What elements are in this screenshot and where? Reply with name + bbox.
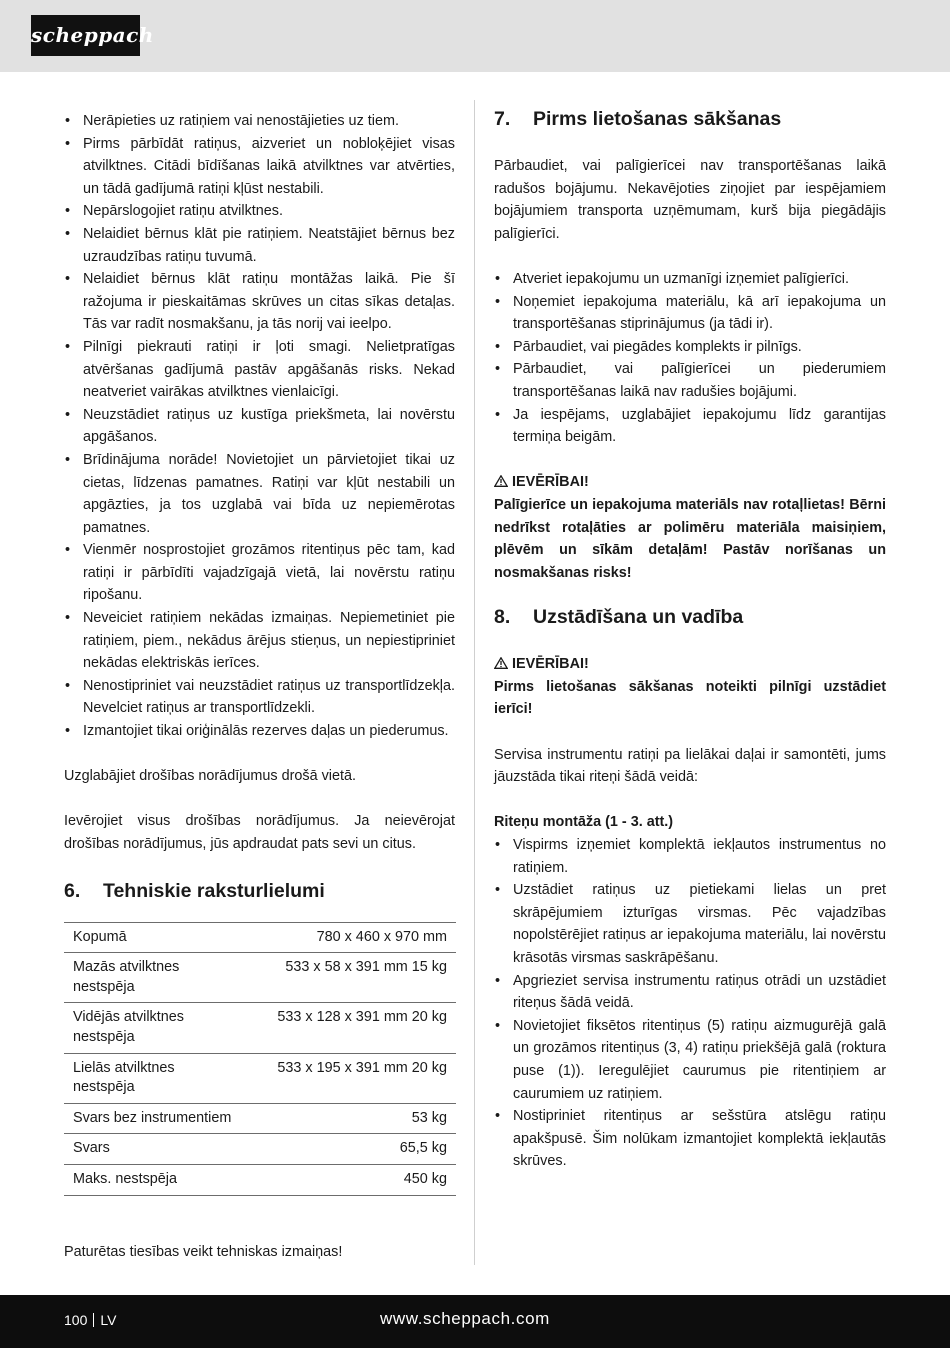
list-item: • Pirms pārbīdāt ratiņus, aizveriet un nobloķējiet visas atvilktnes. Citādi bīdīšanas laikā atvilktnes var atvērties, un tādā gadījumā ratiņi kļūst nestabili. (64, 133, 455, 201)
wheel-mounting-list (494, 834, 886, 1173)
spec-value: 53 kg (411, 1109, 447, 1126)
section-number: 7. (494, 108, 511, 130)
table-row (64, 1053, 456, 1103)
intro-text: Pārbaudiet, vai palīgierīcei nav transportēšanas laikā radušos bojājumu. Nekavējoties ziņojiet par iespējamiem bojājumiem transporta uzņēmumam, kurš bija piegādājis palīgierīci. (494, 158, 886, 242)
warning-block (494, 471, 886, 584)
section-number: 6. (64, 879, 81, 902)
table-row (64, 922, 456, 953)
table-row (64, 1134, 456, 1165)
list-item: • Vienmēr nosprostojiet grozāmos ritentiņus pēc tam, kad ratiņi ir pārbīdīti vajadzīgajā vietā, lai novērstu ratiņu ripošanu. (64, 539, 455, 607)
page-footer (0, 1295, 950, 1348)
table-row (64, 1003, 456, 1053)
list-item: • Ja iespējams, uzglabājiet iepakojumu līdz garantijas termiņa beigām. (494, 404, 886, 449)
section-title: Tehniskie raksturlielumi (103, 879, 325, 902)
warning-title: IEVĒRĪBAI! (494, 653, 886, 676)
safety-list (64, 110, 455, 743)
list-item: • Nostipriniet ritentiņus ar sešstūra atslēgu ratiņu apakšpusē. Šim nolūkam izmantojiet komplektā iekļautās skrūves. (494, 1105, 886, 1173)
list-item: • Neuzstādiet ratiņus uz kustīga priekšmeta, lai novērstu apgāšanos. (64, 404, 455, 449)
list-item: • Uzstādiet ratiņus uz pietiekami lielas un pret skrāpējumiem izturīgas virsmas. Pēc vajadzības nopolstērējiet ratiņus ar iepakojuma materiālu, lai novērstu krāsotās virsmas saskrāpēšanu. (494, 879, 886, 969)
spec-label: Lielās atvilktnes nestspēja (73, 1059, 175, 1096)
section-7-heading (494, 106, 886, 132)
list-item: • Neveiciet ratiņiem nekādas izmaiņas. Nepiemetiniet pie ratiņiem, piem., nekādus ārējus stieņus, un nepiestipriniet nekādas elektriskās ierīces. (64, 607, 455, 675)
section-6-heading (64, 878, 455, 904)
spec-label: Vidējās atvilktnes nestspēja (73, 1009, 184, 1045)
warning-text: Palīgierīce un iepakojuma materiāls nav rotaļlietas! Bērni nedrīkst rotaļāties ar polimēru materiāla maisiņiem, plēvēm un sīkām detaļām! Pastāv norīšanas un nosmakšanas risks! (494, 496, 886, 581)
warning-title: IEVĒRĪBAI! (494, 471, 886, 494)
section-title: Uzstādīšana un vadība (533, 606, 744, 629)
list-item: • Atveriet iepakojumu un uzmanīgi izņemiet palīgierīci. (494, 268, 886, 291)
section-number: 8. (494, 606, 511, 629)
spec-value: 533 x 195 x 391 mm 20 kg (277, 1059, 447, 1076)
list-item: • Nelaidiet bērnus klāt pie ratiņiem. Neatstājiet bērnus bez uzraudzības ratiņu tuvumā. (64, 223, 455, 268)
right-column (494, 106, 886, 1173)
spec-label: Svars (73, 1140, 110, 1157)
list-item: • Novietojiet fiksētos ritentiņus (5) ratiņu aizmugurējā galā un grozāmos ritentiņus (3, 4) ratiņu priekšējā galā (roktura puse (1)). Ieregulējiet caurumus pie ritentiņiem ar caurumiem uz ratiņiem. (494, 1015, 886, 1105)
table-row (64, 1103, 456, 1134)
list-item: • Nerāpieties uz ratiņiem vai nenostājieties uz tiem. (64, 110, 455, 133)
observe-instructions-text: Ievērojiet visus drošības norādījumus. Ja neievērojat drošības norādījumus, jūs apdraudat pats sevi un citus. (64, 813, 455, 852)
spec-label: Kopumā (73, 928, 127, 945)
list-item: • Pārbaudiet, vai palīgierīcei un piederumiem transportēšanas laikā nav radušies bojājumi. (494, 358, 886, 403)
warning-triangle-icon (494, 657, 508, 669)
page-header (0, 0, 950, 72)
left-column (64, 110, 455, 1196)
list-item: • Pilnīgi piekrauti ratiņi ir ļoti smagi. Nelietpratīgas atvēršanas gadījumā pastāv apgāšanās risks. Nekad neatveriet vairākas atvilktnes vienlaicīgi. (64, 336, 455, 404)
wheel-mounting-heading: Riteņu montāža (1 - 3. att.) (494, 814, 674, 831)
warning-block (494, 653, 886, 721)
language-code: LV (100, 1312, 117, 1328)
spec-value: 533 x 128 x 391 mm 20 kg (277, 1009, 447, 1026)
list-item: • Izmantojiet tikai oriģinālās rezerves daļas un piederumus. (64, 720, 455, 743)
store-instructions-text: Uzglabājiet drošības norādījumus drošā vietā. (64, 768, 356, 785)
spec-label: Mazās atvilktnes nestspēja (73, 959, 180, 995)
service-text: Servisa instrumentu ratiņi pa lielākai daļai ir samontēti, jums jāuzstāda tikai riteņi šādā veidā: (494, 746, 886, 786)
spec-value: 65,5 kg (399, 1140, 447, 1157)
list-item: • Noņemiet iepakojuma materiālu, kā arī iepakojuma un transportēšanas stiprinājumus (ja tādi ir). (494, 291, 886, 336)
page-number: 100 LV (64, 1312, 117, 1328)
spec-label: Maks. nestspēja (73, 1170, 177, 1187)
list-item: • Pārbaudiet, vai piegādes komplekts ir pilnīgs. (494, 336, 886, 359)
table-row (64, 953, 456, 1003)
website-link[interactable]: www.scheppach.com (380, 1309, 550, 1328)
unpacking-list (494, 268, 886, 449)
spec-label: Svars bez instrumentiem (73, 1109, 232, 1126)
section-title: Pirms lietošanas sākšanas (533, 108, 782, 130)
section-8-heading (494, 604, 886, 630)
list-item: • Apgrieziet servisa instrumentu ratiņus otrādi un uzstādiet riteņus šādā veidā. (494, 970, 886, 1015)
column-divider (474, 100, 475, 1265)
spec-table (64, 922, 456, 1196)
list-item: • Brīdinājuma norāde! Novietojiet un pārvietojiet tikai uz cietas, līdzenas pamatnes. Ratiņi var kļūt nestabili un apgāzties, ja tos uzglabā vai bīda uz nepiemērotas pamatnes. (64, 449, 455, 539)
spec-value: 533 x 58 x 391 mm 15 kg (285, 959, 447, 976)
list-item: • Nepārslogojiet ratiņu atvilktnes. (64, 200, 455, 223)
list-item: • Nenostipriniet vai neuzstādiet ratiņus uz transportlīdzekļa. Nevelciet ratiņus ar transportlīdzekli. (64, 675, 455, 720)
table-row (64, 1164, 456, 1195)
list-item: • Nelaidiet bērnus klāt ratiņu montāžas laikā. Pie šī ražojuma ir pieskaitāmas skrūves un citas sīkas detaļas. Tās var radīt nosmakšanu, ja tās norij vai ieelpo. (64, 268, 455, 336)
list-item: • Vispirms izņemiet komplektā iekļautos instrumentus no ratiņiem. (494, 834, 886, 879)
warning-triangle-icon (494, 475, 508, 487)
spec-value: 780 x 460 x 970 mm (316, 928, 447, 945)
scheppach-logo: scheppach (31, 15, 140, 56)
spec-value: 450 kg (403, 1170, 447, 1187)
warning-text: Pirms lietošanas sākšanas noteikti pilnīgi uzstādiet ierīci! (494, 678, 886, 718)
technical-changes-note: Paturētas tiesības veikt tehniskas izmaiņas! (64, 1244, 343, 1260)
